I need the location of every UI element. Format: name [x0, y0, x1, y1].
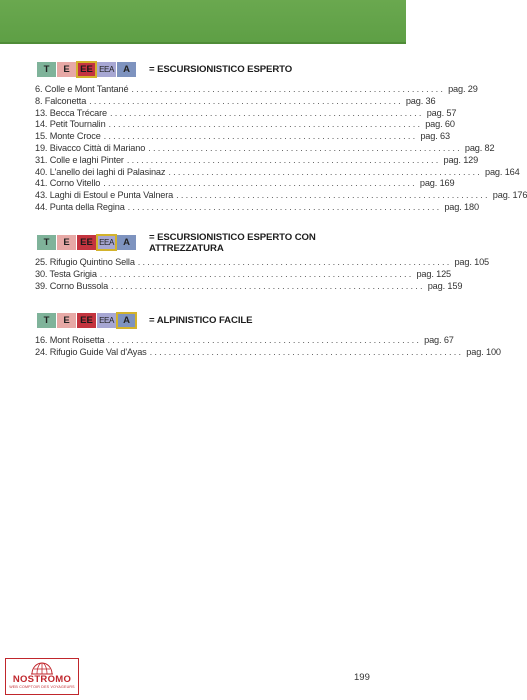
badge-a: A: [117, 62, 136, 77]
route-name: 31. Colle e laghi Pinter: [35, 154, 124, 165]
route-entry: 25. Rifugio Quintino Sella .................................................................. pag. 105: [35, 257, 490, 267]
header-band: [0, 0, 406, 44]
route-entry: 24. Rifugio Guide Val d'Ayas .................................................................. pag. 100: [35, 346, 501, 357]
route-entry: 30. Testa Grigia .................................................................. pag. 125: [35, 268, 452, 279]
route-list: [35, 257, 490, 292]
route-name: 8. Falconetta: [35, 95, 87, 106]
badge-eea-highlighted: EEA: [97, 235, 116, 250]
route-page: pag. 29: [448, 84, 478, 94]
route-entry: 41. Corno Vitello .................................................................. pag. 169: [35, 178, 455, 189]
route-page: pag. 169: [419, 178, 455, 189]
badge-eea: EEA: [97, 313, 116, 328]
nostromo-logo: [5, 658, 79, 695]
route-name: 41. Corno Vitello: [35, 178, 101, 189]
route-entry: 15. Monte Croce .................................................................. pag. 63: [35, 131, 450, 142]
route-entry: 44. Punta della Regina .................................................................. pag. 180: [35, 201, 479, 212]
route-name: 6. Colle e Mont Tantané: [35, 84, 129, 94]
route-name: 15. Monte Croce: [35, 131, 101, 142]
badge-t: T: [37, 62, 56, 77]
badge-a-highlighted: A: [117, 313, 136, 328]
badge-t: T: [37, 235, 56, 250]
route-page: pag. 63: [420, 131, 450, 142]
route-page: pag. 159: [427, 280, 463, 291]
category-title: = ESCURSIONISTICO ESPERTO CON ATTREZZATURA: [149, 231, 316, 254]
route-entry: 19. Bivacco Città di Mariano .................................................................. pag. 82: [35, 142, 495, 153]
difficulty-scale: [37, 313, 137, 328]
difficulty-section-ee: [35, 61, 527, 214]
route-page: pag. 164: [485, 166, 520, 177]
badge-e: E: [57, 62, 76, 77]
category-title: = ESCURSIONISTICO ESPERTO: [149, 64, 293, 75]
route-page: pag. 67: [424, 335, 454, 345]
route-name: 24. Rifugio Guide Val d'Ayas: [35, 346, 147, 357]
globe-icon: [31, 661, 53, 675]
route-entry: 6. Colle e Mont Tantané .................................................................. pag. 29: [35, 84, 478, 94]
difficulty-legend-row: [35, 231, 370, 254]
difficulty-legend-row: [35, 312, 370, 329]
route-page: pag. 129: [443, 154, 479, 165]
difficulty-scale: [37, 235, 137, 250]
badge-eea: EEA: [97, 62, 116, 77]
difficulty-section-eea: [35, 231, 490, 292]
route-page: pag. 180: [444, 201, 479, 212]
route-page: pag. 82: [464, 142, 495, 153]
route-name: 44. Punta della Regina: [35, 201, 125, 212]
route-name: 25. Rifugio Quintino Sella: [35, 257, 135, 267]
route-page: pag. 100: [466, 346, 501, 357]
route-entry: 14. Petit Tournalin .................................................................. pag. 60: [35, 119, 455, 130]
logo-name: NOSTROMO: [12, 674, 72, 685]
difficulty-scale: [37, 62, 137, 77]
logo-tagline: WEB COMPTOIR DES VOYAGEURS: [9, 685, 75, 689]
route-entry: 39. Corno Bussola .................................................................. pag. 159: [35, 280, 463, 291]
route-page: pag. 125: [416, 268, 452, 279]
route-entry: 40. L'anello dei laghi di Palasinaz .................................................................. pag. 164: [35, 166, 520, 177]
route-entry: 31. Colle e laghi Pinter .................................................................. pag. 129: [35, 154, 479, 165]
route-name: 39. Corno Bussola: [35, 280, 109, 291]
route-name: 13. Becca Trécare: [35, 107, 108, 118]
route-entry: 8. Falconetta .................................................................. pag. 36: [35, 95, 436, 106]
route-page: pag. 60: [425, 119, 455, 130]
page-number: 199: [354, 672, 370, 683]
difficulty-legend-row: [35, 61, 370, 78]
badge-e: E: [57, 313, 76, 328]
route-entry: 43. Laghi di Estoul e Punta Valnera .................................................................. pag. 176: [35, 190, 527, 201]
difficulty-section-a: [35, 312, 501, 359]
route-name: 16. Mont Roisetta: [35, 335, 105, 345]
route-page: pag. 105: [454, 257, 490, 267]
badge-e: E: [57, 235, 76, 250]
route-name: 19. Bivacco Città di Mariano: [35, 142, 146, 153]
route-page: pag. 57: [426, 107, 457, 118]
badge-ee: EE: [77, 235, 96, 250]
badge-a: A: [117, 235, 136, 250]
route-list: [35, 335, 501, 359]
route-page: pag. 176: [492, 190, 527, 201]
route-list: [35, 84, 527, 214]
route-entry: 16. Mont Roisetta .................................................................. pag. 67: [35, 335, 454, 345]
badge-t: T: [37, 313, 56, 328]
route-name: 40. L'anello dei laghi di Palasinaz: [35, 166, 166, 177]
route-name: 14. Petit Tournalin: [35, 119, 106, 130]
category-title: = ALPINISTICO FACILE: [149, 315, 253, 326]
badge-ee-highlighted: EE: [77, 62, 96, 77]
route-entry: 13. Becca Trécare .................................................................. pag. 57: [35, 107, 457, 118]
route-name: 30. Testa Grigia: [35, 268, 97, 279]
route-page: pag. 36: [405, 95, 436, 106]
route-name: 43. Laghi di Estoul e Punta Valnera: [35, 190, 174, 201]
badge-ee: EE: [77, 313, 96, 328]
